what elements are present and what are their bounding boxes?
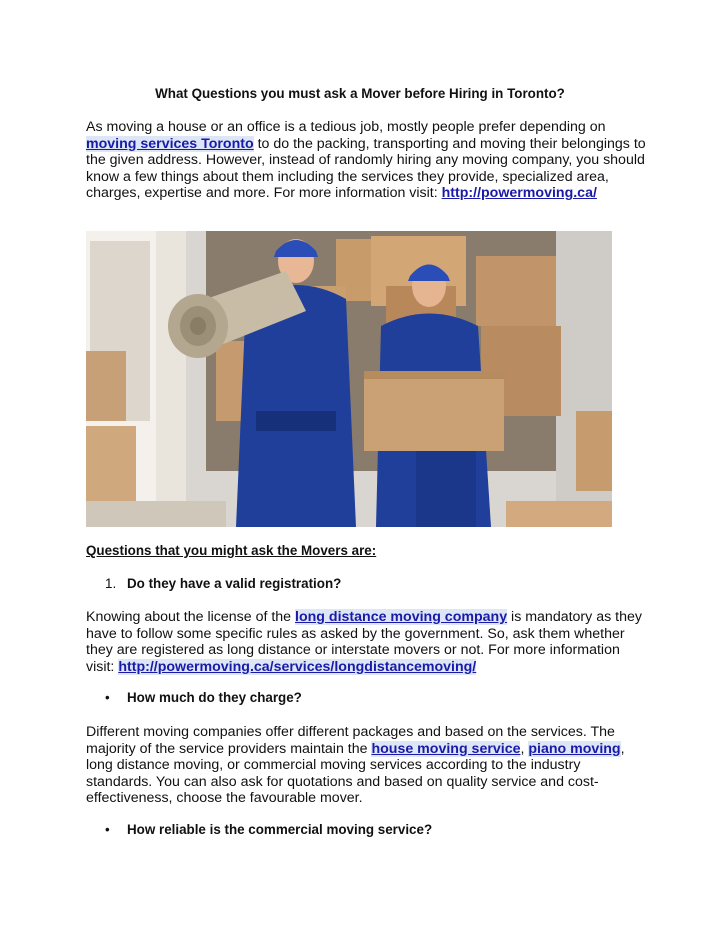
long-distance-moving-url-link[interactable]: http://powermoving.ca/services/longdistancemoving/ xyxy=(118,658,477,675)
document-title: What Questions you must ask a Mover before Hiring in Toronto? xyxy=(155,86,565,101)
charge-separator: , xyxy=(520,740,529,757)
registration-text-2: is mandatory as they have to follow some specific rules as asked by the government. So, ask them whether they are registered as long distance or interstate movers or not. For more information visit: xyxy=(86,609,642,675)
questions-heading: Questions that you might ask the Movers are: xyxy=(86,543,377,558)
intro-text-1: As moving a house or an office is a tedious job, mostly people prefer depending on xyxy=(86,119,606,135)
bullet-marker: • xyxy=(105,822,110,837)
house-moving-service-link[interactable]: house moving service xyxy=(371,740,521,757)
question-reliability xyxy=(105,822,432,839)
question-registration xyxy=(105,576,341,593)
long-distance-moving-company-link[interactable]: long distance moving company xyxy=(295,609,508,625)
intro-paragraph xyxy=(86,119,646,202)
question-reliability-text: How reliable is the commercial moving service? xyxy=(127,822,433,837)
intro-text-2: to do the packing, transporting and moving their belongings to the given address. However, instead of randomly hiring any moving company, you should know a few things about them including the services they provide, specialized area, charges, expertise and more. For more information visit: xyxy=(86,135,646,202)
registration-text-1: Knowing about the license of the xyxy=(86,609,296,625)
charge-paragraph xyxy=(86,724,646,807)
powermoving-home-link[interactable]: http://powermoving.ca/ xyxy=(441,185,597,202)
registration-paragraph xyxy=(86,609,646,675)
bullet-marker: • xyxy=(105,690,110,705)
question-registration-text: Do they have a valid registration? xyxy=(127,576,342,591)
moving-services-toronto-link[interactable]: moving services Toronto xyxy=(86,135,254,152)
list-number: 1. xyxy=(105,576,117,591)
charge-text-2: , long distance moving, or commercial moving services according to the industry standards. You can also ask for quotations and based on quality service and cost-effectiveness, choose the favourable mover. xyxy=(86,740,625,807)
question-charge xyxy=(105,690,302,707)
movers-illustration xyxy=(86,231,612,527)
movers-photo xyxy=(86,231,612,527)
charge-text-1: Different moving companies offer different packages and based on the services. The majority of the service providers maintain the xyxy=(86,724,615,757)
piano-moving-link[interactable]: piano moving xyxy=(528,740,621,757)
question-charge-text: How much do they charge? xyxy=(127,690,302,705)
